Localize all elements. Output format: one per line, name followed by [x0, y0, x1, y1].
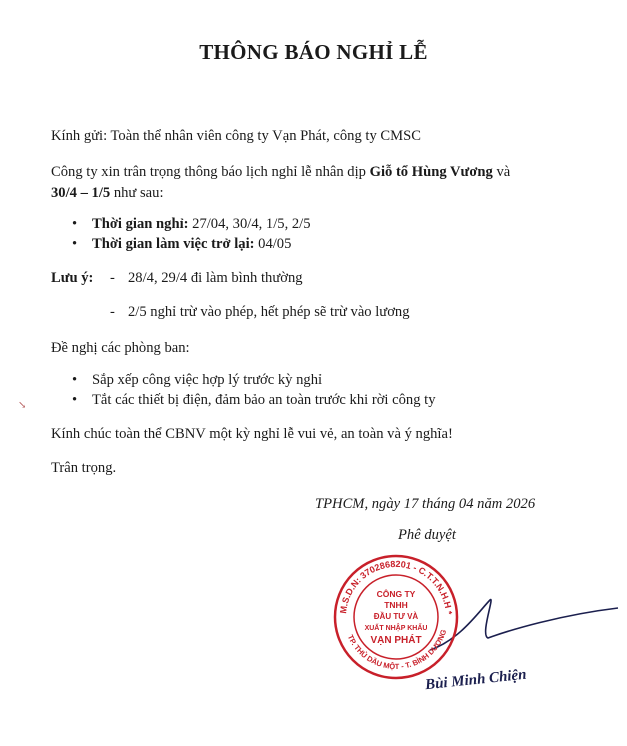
bullet-icon: •	[72, 372, 78, 388]
schedule-label: Thời gian làm việc trở lại:	[92, 236, 255, 252]
bullet-icon: •	[72, 216, 78, 232]
bullet-icon: •	[72, 236, 78, 252]
intro-bold-2: 30/4 – 1/5	[51, 185, 111, 201]
wishes-line: Kính chúc toàn thể CBNV một kỳ nghỉ lễ vui vẻ, an toàn và ý nghĩa!	[51, 426, 453, 442]
intro-line-1	[51, 164, 510, 181]
dash-icon: -	[110, 270, 115, 286]
note-item	[110, 304, 410, 321]
schedule-value: 27/04, 30/4, 1/5, 2/5	[188, 216, 311, 232]
request-item	[72, 392, 436, 409]
note-label: Lưu ý:	[51, 270, 94, 286]
stamp-ring-text: M.S.D.N: 3702868201 - C.T.T.N.H.H *	[338, 558, 454, 615]
approval-label: Phê duyệt	[398, 527, 456, 543]
stamp-line: VẠN PHÁT	[370, 635, 422, 646]
intro-text-3: như sau:	[110, 185, 164, 201]
intro-text-1: Công ty xin trân trọng thông báo lịch nghỉ lễ nhân dịp	[51, 164, 370, 180]
scan-speck: ↘	[18, 400, 27, 411]
place-date: TPHCM, ngày 17 tháng 04 năm 2026	[315, 496, 536, 512]
signer-name: Bùi Minh Chiện	[424, 666, 528, 694]
bullet-icon: •	[72, 392, 78, 408]
document-title: THÔNG BÁO NGHỈ LỄ	[199, 40, 428, 64]
request-text: Tắt các thiết bị điện, đảm bảo an toàn trước khi rời công ty	[92, 392, 436, 408]
request-text: Sắp xếp công việc hợp lý trước kỳ nghỉ	[92, 372, 323, 388]
note-text: 2/5 nghỉ trừ vào phép, hết phép sẽ trừ vào lương	[128, 304, 410, 320]
recipient-line: Kính gửi: Toàn thể nhân viên công ty Vạn Phát, công ty CMSC	[51, 128, 421, 144]
schedule-item	[72, 216, 311, 233]
request-line: Đề nghị các phòng ban:	[51, 340, 190, 356]
note-text: 28/4, 29/4 đi làm bình thường	[128, 270, 303, 286]
intro-line-2	[51, 185, 164, 202]
note-item	[110, 270, 303, 287]
stamp-line: CÔNG TY	[376, 589, 416, 599]
stamp-ring-text-bottom: TP. THỦ DẦU MỘT - T. BÌNH DƯƠNG	[345, 628, 449, 672]
intro-bold-1: Giỗ tổ Hùng Vương	[369, 164, 493, 180]
stamp-line: TNHH	[384, 600, 408, 610]
stamp-line: XUẤT NHẬP KHẨU	[364, 625, 428, 632]
intro-text-2: và	[492, 164, 511, 180]
schedule-item	[72, 236, 291, 253]
schedule-label: Thời gian nghỉ:	[92, 216, 189, 232]
request-item	[72, 372, 322, 389]
dash-icon: -	[110, 304, 115, 320]
closing-line: Trân trọng.	[51, 460, 117, 476]
schedule-value: 04/05	[254, 236, 292, 252]
company-stamp	[332, 553, 460, 681]
stamp-line: ĐẦU TƯ VÀ	[373, 612, 419, 621]
